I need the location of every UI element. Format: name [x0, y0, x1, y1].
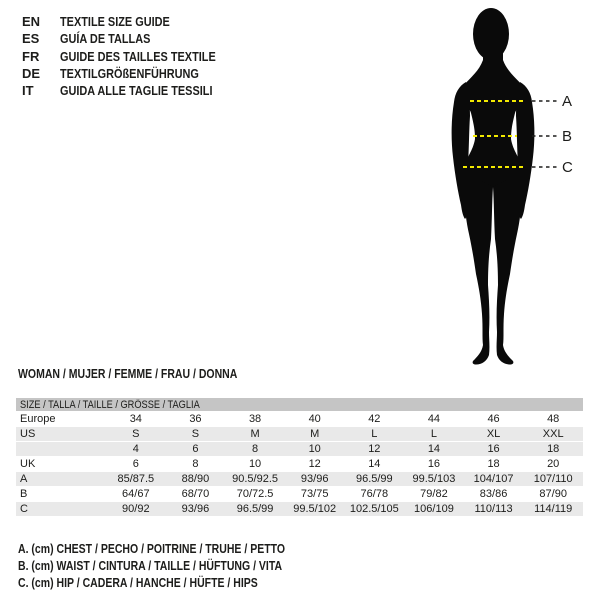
language-title-list: [22, 13, 245, 99]
row-label: B: [16, 487, 106, 502]
size-value: 38: [225, 412, 285, 427]
size-value: L: [404, 427, 464, 442]
size-value: L: [345, 427, 405, 442]
language-title: TEXTILGRÖßENFÜHRUNG: [60, 66, 199, 82]
language-title: GUÍA DE TALLAS: [60, 31, 151, 47]
size-value: 6: [166, 442, 226, 457]
section-title: [18, 367, 279, 381]
language-row: [22, 30, 245, 47]
size-value: 8: [166, 457, 226, 472]
row-label: C: [16, 502, 106, 517]
size-value: 104/107: [464, 472, 524, 487]
size-value: 93/96: [285, 472, 345, 487]
silhouette-left-leg: [465, 178, 493, 365]
size-value: XL: [464, 427, 524, 442]
size-value: 90/92: [106, 502, 166, 517]
size-value: 14: [404, 442, 464, 457]
language-title: TEXTILE SIZE GUIDE: [60, 14, 170, 30]
table-row: [16, 412, 583, 427]
size-value: 10: [285, 442, 345, 457]
size-value: 46: [464, 412, 524, 427]
marker-labels: [562, 93, 573, 176]
size-value: 79/82: [404, 487, 464, 502]
size-value: 14: [345, 457, 405, 472]
size-value: 12: [285, 457, 345, 472]
marker-a-label: A: [562, 93, 573, 110]
size-value: 73/75: [285, 487, 345, 502]
size-value: 18: [464, 457, 524, 472]
size-table-header-row: [16, 398, 583, 412]
size-value: 85/87.5: [106, 472, 166, 487]
marker-b-label: B: [562, 128, 573, 145]
language-code: IT: [22, 83, 34, 99]
language-row: [22, 48, 245, 65]
language-row: [22, 65, 245, 82]
size-value: 64/67: [106, 487, 166, 502]
size-value: XXL: [523, 427, 583, 442]
size-value: S: [166, 427, 226, 442]
woman-silhouette: [452, 8, 535, 365]
silhouette-right-leg: [493, 178, 521, 365]
size-value: 20: [523, 457, 583, 472]
size-value: 87/90: [523, 487, 583, 502]
size-value: 106/109: [404, 502, 464, 517]
size-table-header-cell: [16, 398, 583, 412]
legend-line-text: A. (cm) CHEST / PECHO / POITRINE / TRUHE / PETTO: [18, 542, 286, 556]
size-value: 99.5/103: [404, 472, 464, 487]
legend-line-text: B. (cm) WAIST / CINTURA / TAILLE / HÜFTUNG / VITA: [18, 559, 283, 573]
row-label: A: [16, 472, 106, 487]
marker-c-label: C: [562, 159, 573, 176]
size-value: 102.5/105: [345, 502, 405, 517]
silhouette-torso: [460, 58, 526, 198]
woman-silhouette-svg: [420, 0, 600, 380]
size-value: 44: [404, 412, 464, 427]
size-value: 10: [225, 457, 285, 472]
language-row: [22, 13, 245, 30]
size-value: 93/96: [166, 502, 226, 517]
size-value: 68/70: [166, 487, 226, 502]
row-label: Europe: [16, 412, 106, 427]
table-row: [16, 502, 583, 517]
size-value: 96.5/99: [225, 502, 285, 517]
size-value: 76/78: [345, 487, 405, 502]
measurement-legend: [18, 541, 336, 592]
language-code: ES: [22, 31, 40, 47]
row-label: US: [16, 427, 106, 442]
legend-line: [18, 575, 336, 592]
size-value: 110/113: [464, 502, 524, 517]
table-row: [16, 427, 583, 442]
language-row: [22, 82, 245, 99]
size-value: 8: [225, 442, 285, 457]
size-value: 16: [464, 442, 524, 457]
size-value: 70/72.5: [225, 487, 285, 502]
size-value: 96.5/99: [345, 472, 405, 487]
table-row: [16, 472, 583, 487]
size-value: 16: [404, 457, 464, 472]
size-value: 99.5/102: [285, 502, 345, 517]
table-row: [16, 487, 583, 502]
size-table-header-text: SIZE / TALLA / TAILLE / GRÖSSE / TAGLIA: [20, 398, 200, 411]
size-table: [16, 398, 583, 517]
size-value: 12: [345, 442, 405, 457]
size-value: 4: [106, 442, 166, 457]
size-value: 40: [285, 412, 345, 427]
row-label: UK: [16, 457, 106, 472]
size-value: 107/110: [523, 472, 583, 487]
section-title-text: WOMAN / MUJER / FEMME / FRAU / DONNA: [18, 367, 238, 381]
language-title: GUIDA ALLE TAGLIE TESSILI: [60, 83, 213, 99]
size-value: 88/90: [166, 472, 226, 487]
size-value: S: [106, 427, 166, 442]
legend-line: [18, 541, 336, 558]
table-row: [16, 457, 583, 472]
language-code: FR: [22, 48, 40, 64]
size-value: M: [225, 427, 285, 442]
language-code: DE: [22, 66, 41, 82]
table-row: [16, 442, 583, 457]
size-table-body: [16, 412, 583, 517]
legend-line: [18, 558, 336, 575]
size-value: 83/86: [464, 487, 524, 502]
measurement-figure: [420, 0, 600, 380]
row-label: [16, 442, 106, 457]
size-value: 6: [106, 457, 166, 472]
size-value: 42: [345, 412, 405, 427]
size-value: 18: [523, 442, 583, 457]
legend-line-text: C. (cm) HIP / CADERA / HANCHE / HÜFTE / HIPS: [18, 576, 258, 590]
size-value: 48: [523, 412, 583, 427]
callout-lines: [532, 101, 558, 167]
size-value: M: [285, 427, 345, 442]
size-value: 36: [166, 412, 226, 427]
size-value: 90.5/92.5: [225, 472, 285, 487]
size-value: 34: [106, 412, 166, 427]
language-code: EN: [22, 14, 41, 30]
size-value: 114/119: [523, 502, 583, 517]
language-title: GUIDE DES TAILLES TEXTILE: [60, 48, 216, 64]
